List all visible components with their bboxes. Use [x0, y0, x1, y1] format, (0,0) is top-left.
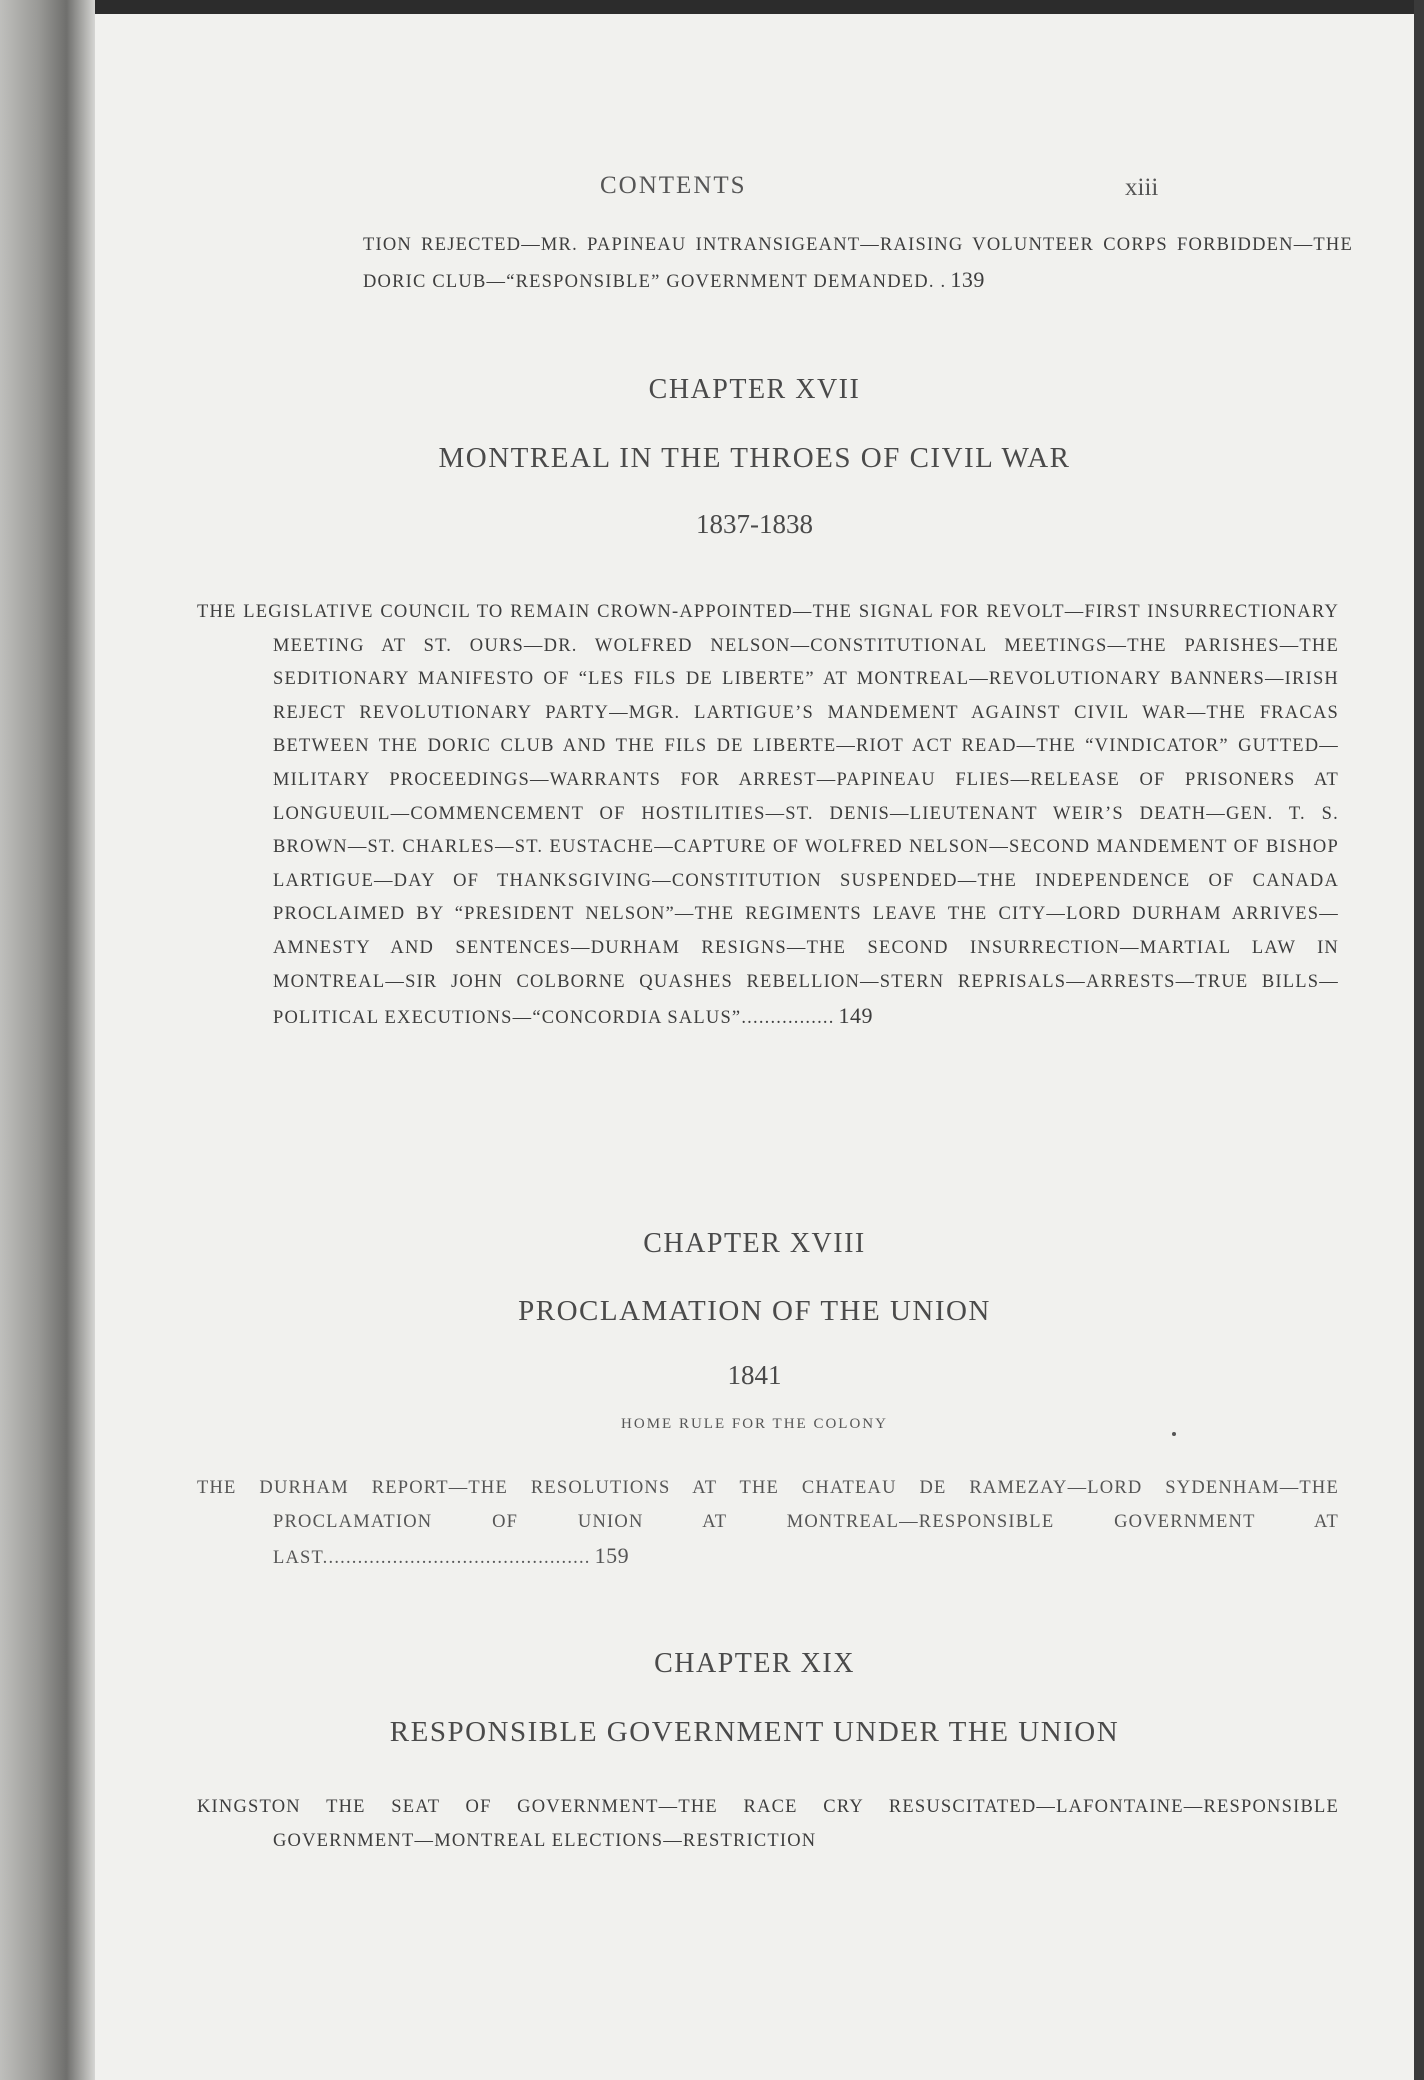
book-page [95, 14, 1414, 2080]
contents-text: THE LEGISLATIVE COUNCIL TO REMAIN CROWN-APPOINTED—THE SIGNAL FOR REVOLT—FIRST INSURRECTIONARY MEETING AT ST. OURS—DR. WOLFRED NELSON—CONSTITUTIONAL MEETINGS—THE PARISHES—THE SEDITIONARY MANIFESTO OF “LES FILS DE LIBERTE” AT MONTREAL—REVOLUTIONARY BANNERS—IRISH REJECT REVOLUTIONARY PARTY—MGR. LARTIGUE’S MANDEMENT AGAINST CIVIL WAR—THE FRACAS BETWEEN THE DORIC CLUB AND THE FILS DE LIBERTE—RIOT ACT READ—THE “VINDICATOR” GUTTED—MILITARY PROCEEDINGS—WARRANTS FOR ARREST—PAPINEAU FLIES—RELEASE OF PRISONERS AT LONGUEUIL—COMMENCEMENT OF HOSTILITIES—ST. DENIS—LIEUTENANT WEIR’S DEATH—GEN. T. S. BROWN—ST. CHARLES—ST. EUSTACHE—CAPTURE OF WOLFRED NELSON—SECOND MANDEMENT OF BISHOP LARTIGUE—DAY OF THANKSGIVING—CONSTITUTION SUSPENDED—THE INDEPENDENCE OF CANADA PROCLAIMED BY “PRESIDENT NELSON”—THE REGIMENTS LEAVE THE CITY—LORD DURHAM ARRIVES—AMNESTY AND SENTENCES—DURHAM RESIGNS—THE SECOND INSURRECTION—MARTIAL LAW IN MONTREAL—SIR JOHN COLBORNE QUASHES REBELLION—STERN REPRISALS—ARRESTS—TRUE BILLS—POLITICAL EXECUTIONS—“CONCORDIA SALUS”................ [197, 602, 1339, 1029]
chapter-dates: 1837-1838 [696, 509, 813, 539]
contents-page-number: 149 [838, 1003, 874, 1029]
running-head [95, 172, 1414, 212]
running-head-title: CONTENTS [600, 172, 747, 199]
chapter-number: CHAPTER XVIII [643, 1228, 866, 1259]
page-number: xiii [1125, 174, 1159, 201]
chapter-title: MONTREAL IN THE THROES OF CIVIL WAR [438, 442, 1071, 474]
contents-text: TION REJECTED—MR. PAPINEAU INTRANSIGEANT—RAISING VOLUNTEER CORPS FORBIDDEN—THE DORIC CLUB—“RESPONSIBLE” GOVERNMENT DEMANDED. . [363, 235, 1353, 292]
chapter-contents [197, 1472, 1339, 1576]
chapter-title: RESPONSIBLE GOVERNMENT UNDER THE UNION [389, 1716, 1120, 1748]
chapter-subtitle: HOME RULE FOR THE COLONY [621, 1416, 888, 1432]
previous-chapter-contents [273, 229, 1353, 299]
contents-page-number: 139 [950, 266, 985, 292]
contents-text: THE DURHAM REPORT—THE RESOLUTIONS AT THE CHATEAU DE RAMEZAY—LORD SYDENHAM—THE PROCLAMATION OF UNION AT MONTREAL—RESPONSIBLE GOVERNMENT AT LAST.............................................. [197, 1478, 1339, 1569]
chapter-number: CHAPTER XVII [648, 374, 861, 405]
chapter-contents [197, 596, 1339, 1036]
book-binding-shadow [0, 0, 95, 2080]
contents-page-number: 159 [594, 1543, 630, 1569]
chapter-title: PROCLAMATION OF THE UNION [518, 1295, 991, 1327]
contents-text: KINGSTON THE SEAT OF GOVERNMENT—THE RACE CRY RESUSCITATED—LAFONTAINE—RESPONSIBLE GOVERNMENT—MONTREAL ELECTIONS—RESTRICTION [197, 1797, 1339, 1851]
chapter-number: CHAPTER XIX [654, 1648, 855, 1679]
chapter-contents [197, 1791, 1339, 1858]
chapter-dates: 1841 [727, 1360, 782, 1390]
scan-border-top [0, 0, 1424, 14]
scan-border-right [1414, 0, 1424, 2080]
print-speck [1172, 1432, 1176, 1436]
